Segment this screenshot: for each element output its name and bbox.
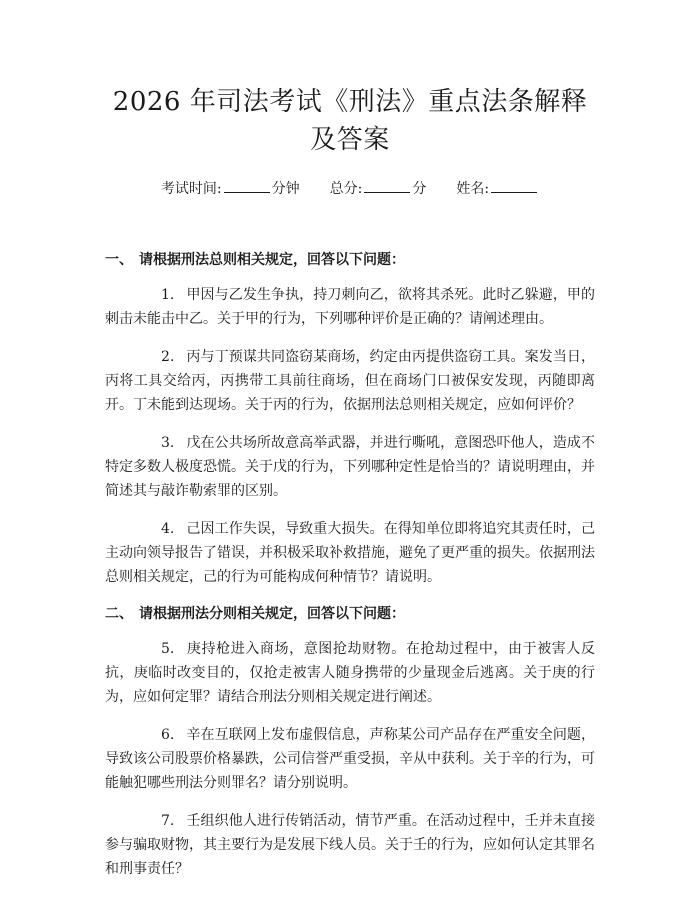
total-score-unit: 分 xyxy=(412,181,427,197)
question-text: 壬组织他人进行传销活动，情节严重。在活动过程中，壬并未直接参与骗取财物，其主要行为是发展下线人员。关于壬的行为，应如何认定其罪名和刑事责任？ xyxy=(105,813,595,877)
document-title: 2026 年司法考试《刑法》重点法条解释及答案 xyxy=(112,87,588,155)
question-text: 甲因与乙发生争执，持刀刺向乙，欲将其杀死。此时乙躲避，甲的刺击未能击中乙。关于甲的行为，下列哪种评价是正确的？请阐述理由。 xyxy=(105,287,595,327)
exam-info-line xyxy=(105,178,595,199)
section-heading xyxy=(105,249,595,271)
section-heading-text: 请根据刑法分则相关规定，回答以下问题： xyxy=(139,606,405,622)
section-number: 二、 xyxy=(105,606,133,622)
total-score-field xyxy=(330,178,427,199)
exam-time-blank xyxy=(224,178,270,193)
question-number: 3. xyxy=(161,435,175,451)
question-item xyxy=(105,637,595,709)
question-number: 7. xyxy=(161,813,175,829)
question-text: 己因工作失误，导致重大损失。在得知单位即将追究其责任时，己主动向领导报告了错误，并积极采取补救措施，避免了更严重的损失。依据刑法总则相关规定，己的行为可能构成何种情节？请说明。 xyxy=(105,521,595,585)
question-list xyxy=(105,283,595,589)
question-item xyxy=(105,517,595,589)
question-item xyxy=(105,431,595,503)
question-number: 6. xyxy=(161,727,175,743)
question-list xyxy=(105,637,595,881)
question-item xyxy=(105,283,595,331)
question-number: 1. xyxy=(161,287,175,303)
section-number: 一、 xyxy=(105,252,133,268)
question-number: 4. xyxy=(161,521,175,537)
question-item xyxy=(105,809,595,881)
question-item xyxy=(105,723,595,795)
question-text: 庚持枪进入商场，意图抢劫财物。在抢劫过程中，由于被害人反抗，庚临时改变目的，仅抢走被害人随身携带的少量现金后逃离。关于庚的行为，应如何定罪？请结合刑法分则相关规定进行阐述。 xyxy=(105,641,595,705)
section-heading-text: 请根据刑法总则相关规定，回答以下问题： xyxy=(139,252,405,268)
question-number: 5. xyxy=(161,641,175,657)
section-general-principles xyxy=(105,249,595,271)
question-text: 戊在公共场所故意高举武器，并进行嘶吼，意图恐吓他人，造成不特定多数人极度恐慌。关于戊的行为，下列哪种定性是恰当的？请说明理由，并简述其与敲诈勒索罪的区别。 xyxy=(105,435,595,499)
question-item xyxy=(105,345,595,417)
total-score-blank xyxy=(364,178,410,193)
question-number: 2. xyxy=(161,349,175,365)
question-text: 辛在互联网上发布虚假信息，声称某公司产品存在严重安全问题，导致该公司股票价格暴跌，公司信誉严重受损，辛从中获利。关于辛的行为，可能触犯哪些刑法分则罪名？请分别说明。 xyxy=(105,727,595,791)
name-blank xyxy=(491,178,537,193)
exam-time-field xyxy=(161,178,300,199)
name-label: 姓名: xyxy=(456,181,490,197)
section-heading xyxy=(105,603,595,625)
section-specific-provisions xyxy=(105,603,595,625)
exam-time-unit: 分钟 xyxy=(271,181,300,197)
exam-time-label: 考试时间: xyxy=(160,181,222,197)
total-score-label: 总分: xyxy=(329,181,363,197)
question-text: 丙与丁预谋共同盗窃某商场，约定由丙提供盗窃工具。案发当日，丙将工具交给丙，丙携带工具前往商场，但在商场门口被保安发现，丙随即离开。丁未能到达现场。关于丙的行为，依据刑法总则相关规定，应如何评价？ xyxy=(105,349,595,413)
name-field xyxy=(456,178,539,199)
